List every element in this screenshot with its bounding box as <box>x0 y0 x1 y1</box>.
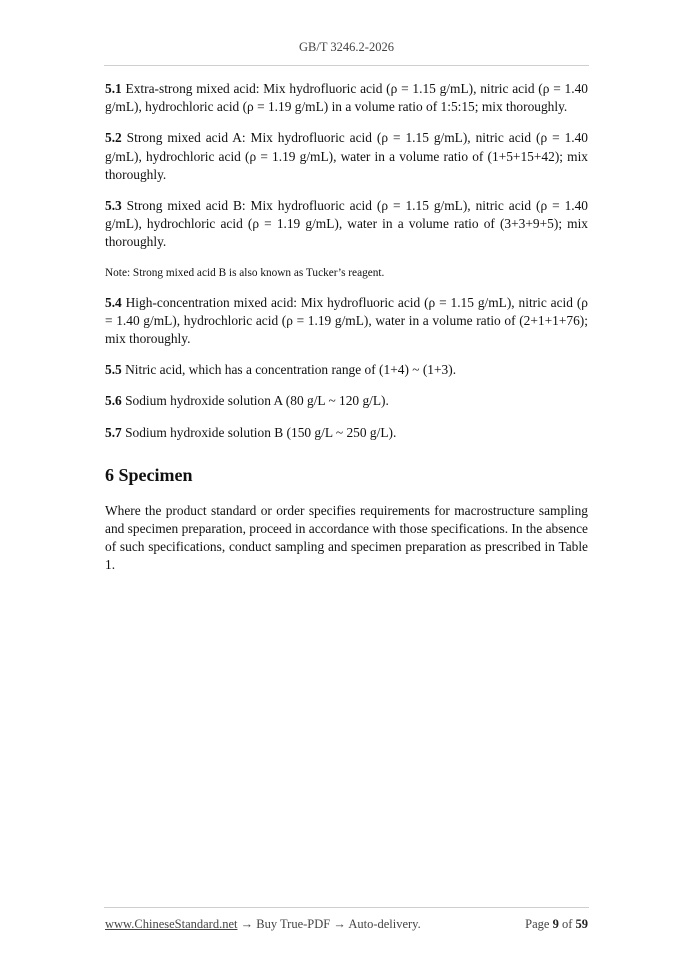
clause-text: Nitric acid, which has a concentration range of (1+4) ~ (1+3). <box>121 362 457 378</box>
footer-divider <box>104 907 589 908</box>
page-total: 59 <box>575 917 588 931</box>
page-header <box>0 40 693 55</box>
clause-5-7 <box>105 424 588 442</box>
clause-5-5 <box>105 361 588 379</box>
clause-number: 5.2 <box>105 130 122 146</box>
clause-5-3 <box>105 197 588 252</box>
clause-text: Sodium hydroxide solution B (150 g/L ~ 250 g/L). <box>121 424 397 440</box>
of-label: of <box>561 917 573 931</box>
arrow-right-icon: → <box>240 917 254 931</box>
section-6-body: Where the product standard or order specifies requirements for macrostructure sampling and specimen preparation, proceed in accordance with those specifications. In the absence of such specifications, conduct sampling and specimen preparation as prescribed in Table 1. <box>105 502 588 573</box>
page-footer <box>105 917 588 932</box>
clause-5-1 <box>105 80 588 116</box>
clause-5-2 <box>105 129 588 184</box>
clause-number: 5.7 <box>105 424 122 440</box>
clause-5-6 <box>105 392 588 410</box>
clause-number: 5.1 <box>105 81 122 96</box>
clause-number: 5.5 <box>105 362 122 378</box>
clause-number: 5.4 <box>105 294 122 310</box>
auto-delivery-text: Auto-delivery. <box>348 917 421 931</box>
page-indicator <box>525 917 588 932</box>
doc-id: GB/T 3246.2-2026 <box>299 40 394 54</box>
clause-5-4 <box>105 294 588 349</box>
clause-number: 5.6 <box>105 393 122 409</box>
buy-pdf-text: Buy True-PDF <box>256 917 331 931</box>
clause-text: Strong mixed acid B: Mix hydrofluoric acid (ρ = 1.15 g/mL), nitric acid (ρ = 1.40 g/mL), hydrochloric acid (ρ = 1.19 g/mL), water in a volume ratio of (3+3+9+5); mix thoroughly. <box>105 198 588 250</box>
clause-text: High-concentration mixed acid: Mix hydrofluoric acid (ρ = 1.15 g/mL), nitric acid (ρ = 1.40 g/mL), hydrochloric acid (ρ = 1.19 g/mL), water in a volume ratio of (2+1+1+76); mix thoroughly. <box>105 294 588 347</box>
clause-text: Extra-strong mixed acid: Mix hydrofluoric acid (ρ = 1.15 g/mL), nitric acid (ρ = 1.40 g/mL), hydrochloric acid (ρ = 1.19 g/mL) in a volume ratio of 1:5:15; mix thoroughly. <box>105 81 588 115</box>
section-6-heading: 6 Specimen <box>105 464 193 485</box>
clause-number: 5.3 <box>105 198 122 214</box>
header-divider <box>104 65 589 66</box>
footer-links <box>105 917 421 932</box>
page-body <box>105 80 588 588</box>
site-link[interactable]: www.ChineseStandard.net <box>105 917 238 931</box>
note-tuckers-reagent: Note: Strong mixed acid B is also known as Tucker’s reagent. <box>105 266 385 279</box>
page-number: 9 <box>552 917 559 931</box>
clause-text: Sodium hydroxide solution A (80 g/L ~ 120 g/L). <box>121 393 389 409</box>
clause-text: Strong mixed acid A: Mix hydrofluoric acid (ρ = 1.15 g/mL), nitric acid (ρ = 1.40 g/mL), hydrochloric acid (ρ = 1.19 g/mL), water in a volume ratio of (1+5+15+42); mix thoroughly. <box>105 130 588 182</box>
arrow-right-icon: → <box>333 917 346 931</box>
page-label: Page <box>525 917 550 931</box>
